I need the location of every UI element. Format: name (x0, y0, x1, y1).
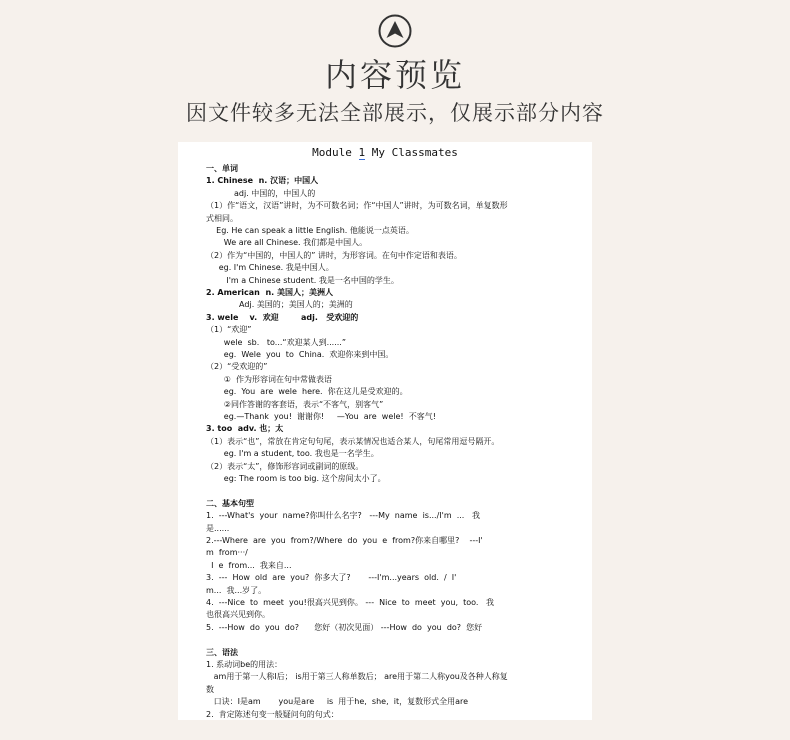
document-line: （1）表示“也”，常放在肯定句句尾，表示某情况也适合某人，句尾常用逗号隔开。 (206, 436, 500, 446)
document-preview (178, 142, 592, 720)
document-line: eg.—Thank you! 谢谢你! —You are wele! 不客气! (206, 412, 436, 421)
document-line: 3. too adv. 也；太 (206, 424, 284, 434)
document-title-suffix: My Classmates (365, 146, 458, 159)
document-line: Adj. 美国的；美国人的；美洲的 (206, 300, 353, 310)
document-line: 一、单词 (206, 164, 238, 173)
document-line: eg. You are wele here. 你在这儿是受欢迎的。 (206, 387, 408, 397)
document-line: m... 我...岁了。 (206, 585, 267, 595)
document-title-number: 1 (358, 146, 366, 159)
document-line: We are all Chinese. 我们都是中国人。 (206, 238, 368, 248)
document-line: （2）“受欢迎的” (206, 362, 268, 372)
document-line: eg. Wele you to China. 欢迎你来到中国。 (206, 350, 394, 359)
document-line: 2. 肯定陈述句变一般疑问句的句式： (206, 709, 339, 719)
document-line: ②同作答谢的客套语，表示“不客气，别客气” (206, 399, 384, 409)
scroll-up-icon[interactable] (378, 14, 412, 48)
document-line: I e from... 我来自... (206, 560, 292, 570)
document-line: eg: The room is too big. 这个房间太小了。 (206, 474, 386, 483)
document-line: （1）“欢迎” (206, 325, 252, 335)
page-subtitle: 因文件较多无法全部展示，仅展示部分内容 (186, 101, 604, 125)
document-line: ① 作为形容词在句中常做表语 (206, 374, 333, 384)
document-title-prefix: Module (312, 146, 359, 159)
document-line: I'm a Chinese student. 我是一名中国的学生。 (206, 275, 399, 285)
document-line: eg. I'm Chinese. 我是中国人。 (206, 263, 334, 273)
document-line: am用于第一人称I后； is用于第三人称单数后； are用于第二人称you及各种人称复 (206, 672, 508, 682)
document-line: 5. ---How do you do? 您好（初次见面） ---How do you do? 您好 (206, 622, 483, 632)
document-line: 1. Chinese n. 汉语；中国人 (206, 176, 319, 186)
document-line: wele sb. to...“欢迎某人到......” (206, 337, 346, 347)
document-line: 2. American n. 美国人；美洲人 (206, 288, 333, 297)
document-line: 数 (206, 684, 214, 694)
document-line: Eg. He can speak a little English. 他能说一点英语。 (206, 226, 414, 235)
document-line: （2）表示“太”，修饰形容词或副词的原级。 (206, 461, 364, 471)
document-line: 三、语法 (206, 647, 238, 657)
document-line: 1. 系动词be的用法： (206, 660, 283, 669)
document-line: eg. I'm a student, too. 我也是一名学生。 (206, 449, 379, 459)
document-line: 是...... (206, 523, 230, 533)
document-line: 也很高兴见到你。 (206, 610, 270, 620)
document-line: （1）作“语文，汉语”讲时，为不可数名词；作“中国人”讲时，为可数名词，单复数形 (206, 201, 508, 211)
document-line: 2.---Where are you from?/Where do you e from?你来自哪里? ---I' (206, 536, 483, 545)
document-line: 二、基本句型 (206, 498, 254, 508)
page-title: 内容预览 (324, 56, 465, 94)
document-line: 4. ---Nice to meet you!很高兴见到你。 --- Nice to meet you, too. 我 (206, 598, 495, 607)
document-line: 1. ---What's your name?你叫什么名字? ---My name is.../I'm ... 我 (206, 511, 480, 521)
document-line: 口诀：I是am you是are is 用于he, she, it，复数形式全用are (206, 697, 469, 707)
document-line: 3. --- How old are you? 你多大了? ---I'm...years old. / I' (206, 573, 457, 583)
document-line: m from···/ (206, 548, 248, 558)
document-line: 式相同。 (206, 213, 238, 223)
document-title (178, 146, 592, 159)
document-line: （2）作为“中国的，中国人的” 讲时，为形容词。在句中作定语和表语。 (206, 250, 462, 260)
document-line: 3. wele v. 欢迎 adj. 受欢迎的 (206, 312, 359, 322)
document-line: adj. 中国的，中国人的 (206, 188, 316, 198)
